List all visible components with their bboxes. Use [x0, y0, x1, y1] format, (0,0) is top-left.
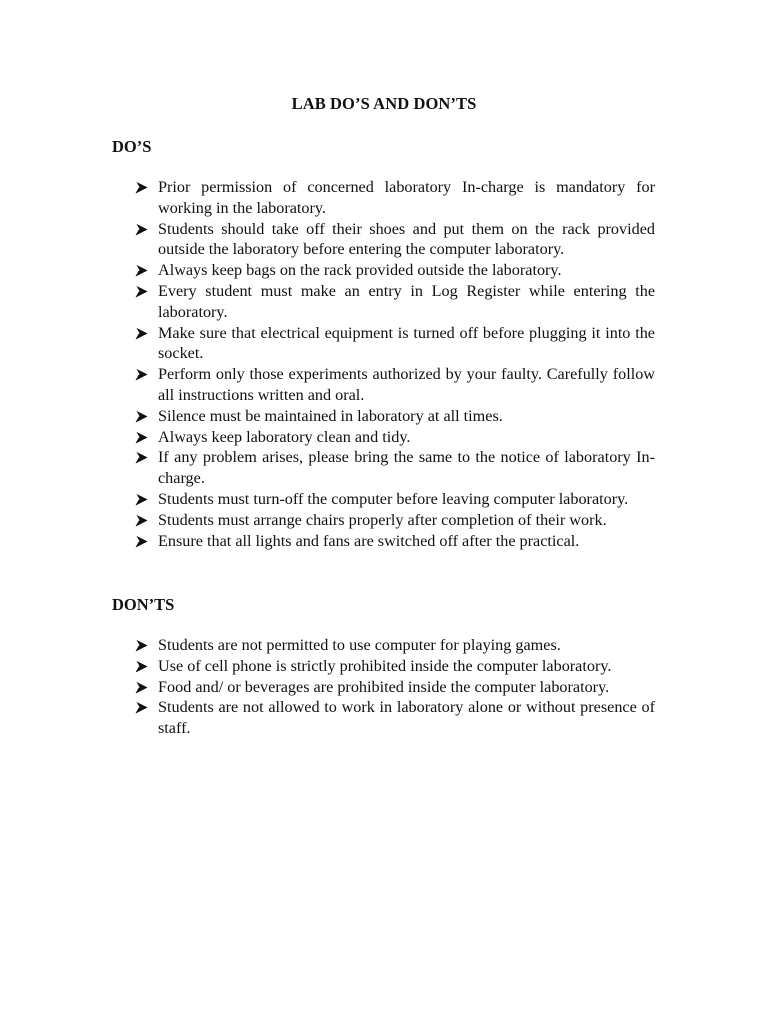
list-item-text: Prior permission of concerned laboratory In-charge is mandatory for working in the laboratory.	[158, 178, 655, 217]
list-item-text: Students must turn-off the computer before leaving computer laboratory.	[158, 489, 629, 508]
arrowhead-bullet-icon	[135, 660, 148, 673]
arrowhead-bullet-icon	[135, 493, 148, 506]
list-item-text: Students should take off their shoes and put them on the rack provided outside the laboratory before entering the computer laboratory.	[158, 219, 655, 259]
list-item-text: Food and/ or beverages are prohibited inside the computer laboratory.	[158, 677, 610, 696]
list-item	[135, 510, 655, 531]
arrowhead-bullet-icon	[135, 431, 148, 444]
list-item	[135, 677, 655, 698]
page-title: LAB DO’S AND DON’TS	[291, 94, 477, 113]
arrowhead-bullet-icon	[135, 223, 148, 236]
arrowhead-bullet-icon	[135, 264, 148, 277]
list-item	[135, 531, 655, 552]
arrowhead-bullet-icon	[135, 410, 148, 423]
list-item	[135, 323, 655, 365]
arrowhead-bullet-icon	[135, 285, 148, 298]
list-item	[135, 427, 655, 448]
donts-list	[135, 635, 655, 739]
list-item	[135, 364, 655, 406]
arrowhead-bullet-icon	[135, 514, 148, 527]
list-item	[135, 260, 655, 281]
arrowhead-bullet-icon	[135, 368, 148, 381]
list-item	[135, 697, 655, 739]
list-item-text: Always keep laboratory clean and tidy.	[158, 427, 411, 446]
list-item-text: If any problem arises, please bring the same to the notice of laboratory In-charge.	[158, 448, 655, 488]
arrowhead-bullet-icon	[135, 681, 148, 694]
dos-heading: DO’S	[112, 137, 152, 156]
list-item	[135, 177, 655, 219]
donts-heading: DON’TS	[112, 595, 175, 614]
list-item	[135, 489, 655, 510]
list-item-text: Ensure that all lights and fans are switched off after the practical.	[158, 531, 580, 550]
list-item-text: Students must arrange chairs properly after completion of their work.	[158, 510, 607, 529]
list-item-text: Make sure that electrical equipment is turned off before plugging it into the socket.	[158, 323, 655, 363]
list-item	[135, 447, 655, 489]
arrowhead-bullet-icon	[135, 639, 148, 652]
list-item-text: Perform only those experiments authorized by your faulty. Carefully follow all instructions written and oral.	[158, 365, 655, 404]
list-item-text: Every student must make an entry in Log Register while entering the laboratory.	[158, 281, 655, 321]
arrowhead-bullet-icon	[135, 535, 148, 548]
list-item-text: Use of cell phone is strictly prohibited inside the computer laboratory.	[158, 656, 612, 675]
dos-list	[135, 177, 655, 551]
list-item-text: Always keep bags on the rack provided outside the laboratory.	[158, 261, 562, 280]
arrowhead-bullet-icon	[135, 181, 148, 194]
arrowhead-bullet-icon	[135, 701, 148, 714]
list-item-text: Silence must be maintained in laboratory at all times.	[158, 406, 503, 425]
arrowhead-bullet-icon	[135, 327, 148, 340]
arrowhead-bullet-icon	[135, 451, 148, 464]
list-item-text: Students are not allowed to work in laboratory alone or without presence of staff.	[158, 698, 655, 738]
list-item-text: Students are not permitted to use computer for playing games.	[158, 636, 561, 654]
list-item	[135, 219, 655, 261]
list-item	[135, 635, 655, 656]
list-item	[135, 656, 655, 677]
list-item	[135, 406, 655, 427]
list-item	[135, 281, 655, 323]
